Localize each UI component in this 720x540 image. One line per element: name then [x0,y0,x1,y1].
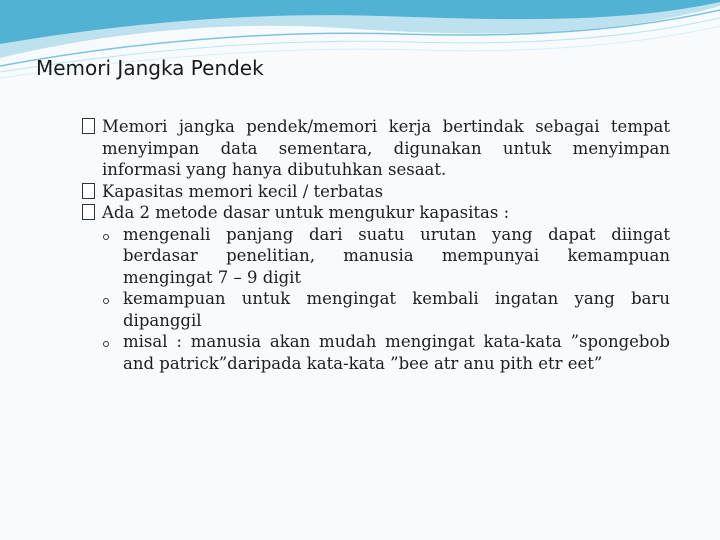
sub-bullet-item [82,331,670,374]
hollow-circle-icon [103,234,109,240]
sub-bullet-item [82,288,670,331]
missing-glyph-box-icon [82,183,95,199]
slide-body [82,116,670,374]
missing-glyph-box-icon [82,118,95,134]
bullet-text: Memori jangka pendek/memori kerja bertindak sebagai tempat menyimpan data sementara, digunakan untuk menyimpan informasi yang hanya dibutuhkan sesaat. [102,117,670,179]
bullet-item [82,202,670,224]
bullet-item [82,116,670,181]
sub-bullet-text: misal : manusia akan mudah mengingat kata-kata ”spongebob and patrick”daripada kata-kata ”bee atr anu pith etr eet” [123,332,670,373]
bullet-text: Ada 2 metode dasar untuk mengukur kapasitas : [102,203,510,222]
slide-title: Memori Jangka Pendek [36,56,264,80]
sub-bullet-text: kemampuan untuk mengingat kembali ingatan yang baru dipanggil [123,289,670,330]
hollow-circle-icon [103,298,109,304]
sub-bullet-item [82,224,670,289]
hollow-circle-icon [103,341,109,347]
bullet-item [82,181,670,203]
missing-glyph-box-icon [82,204,95,220]
bullet-text: Kapasitas memori kecil / terbatas [102,181,384,201]
sub-bullet-text: mengenali panjang dari suatu urutan yang dapat diingat berdasar penelitian, manusia mempunyai kemampuan mengingat 7 – 9 digit [123,224,670,287]
